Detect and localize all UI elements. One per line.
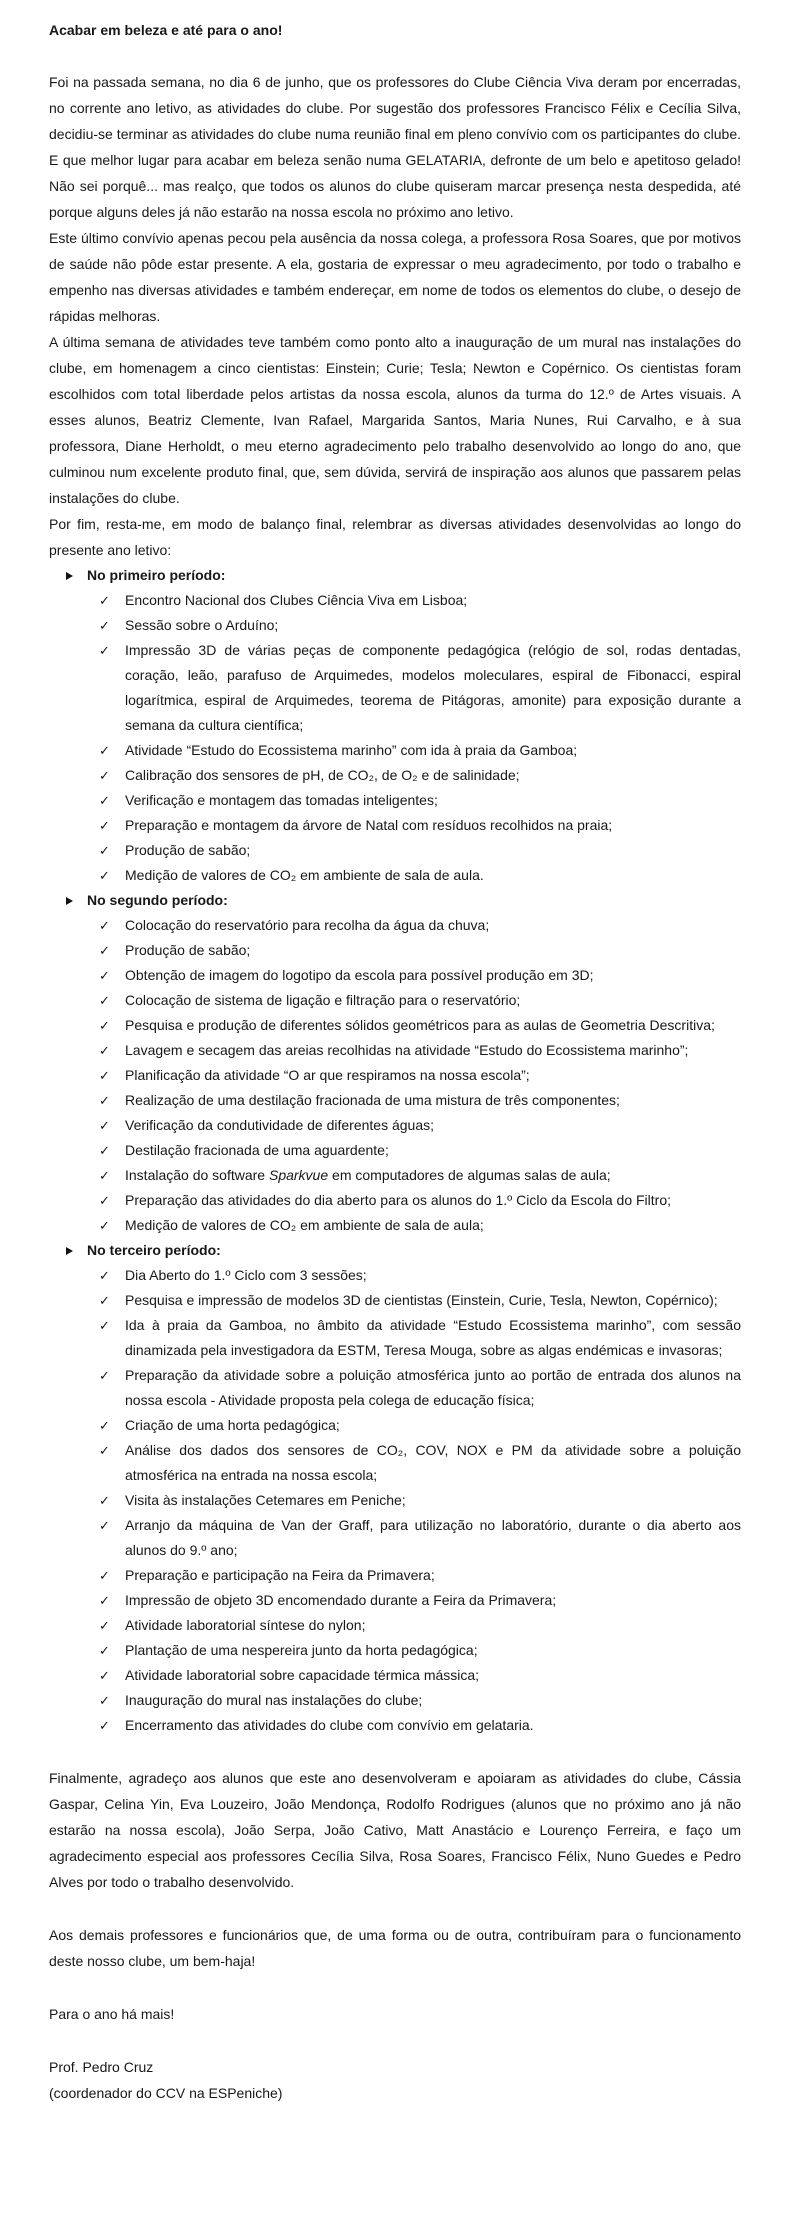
activity-text: Arranjo da máquina de Van der Graff, para utilização no laboratório, durante o dia aberto aos alunos do 9.º ano; xyxy=(125,1517,741,1558)
activity-item xyxy=(49,1613,741,1638)
activity-item xyxy=(49,613,741,638)
activity-text: Ida à praia da Gamboa, no âmbito da atividade “Estudo Ecossistema marinho”, com sessão dinamizada pela investigadora da ESTM, Teresa Mouga, sobre as algas endémicas e invasoras; xyxy=(125,1317,741,1358)
check-icon: ✓ xyxy=(99,743,110,758)
activity-text: Impressão de objeto 3D encomendado durante a Feira da Primavera; xyxy=(125,1592,557,1608)
activity-item xyxy=(49,1063,741,1088)
activity-item xyxy=(49,1638,741,1663)
activity-text: Preparação e montagem da árvore de Natal com resíduos recolhidos na praia; xyxy=(125,817,613,833)
activity-text: Preparação das atividades do dia aberto para os alunos do 1.º Ciclo da Escola do Filtro; xyxy=(125,1192,671,1208)
period-section xyxy=(49,563,741,888)
check-icon: ✓ xyxy=(99,1668,110,1683)
check-icon: ✓ xyxy=(99,818,110,833)
activity-text: Criação de uma horta pedagógica; xyxy=(125,1417,340,1433)
check-icon: ✓ xyxy=(99,1318,110,1333)
check-icon: ✓ xyxy=(99,1018,110,1033)
check-icon: ✓ xyxy=(99,643,110,658)
activity-text: Produção de sabão; xyxy=(125,942,251,958)
activity-item xyxy=(49,1288,741,1313)
activity-text: Planificação da atividade “O ar que respiramos na nossa escola”; xyxy=(125,1067,530,1083)
activity-item xyxy=(49,788,741,813)
activity-item xyxy=(49,638,741,738)
check-icon: ✓ xyxy=(99,968,110,983)
activity-item xyxy=(49,1438,741,1488)
check-icon: ✓ xyxy=(99,1118,110,1133)
check-icon: ✓ xyxy=(99,1718,110,1733)
activity-text: Atividade laboratorial síntese do nylon; xyxy=(125,1617,366,1633)
paragraph-intro: Foi na passada semana, no dia 6 de junho, que os professores do Clube Ciência Viva deram por encerradas, no corrente ano letivo, as atividades do clube. Por sugestão dos professores Francisco Félix e Cecília Silva, decidiu-se terminar as atividades do clube numa reunião final em pleno convívio com os participantes do clube. E que melhor lugar para acabar em beleza senão numa GELATARIA, defronte de um belo e apetitoso gelado! Não sei porquê... mas realço, que todos os alunos do clube quiseram marcar presença nesta despedida, até porque alguns deles já não estarão na nossa escola no próximo ano letivo. xyxy=(49,74,741,220)
activity-text: Verificação e montagem das tomadas inteligentes; xyxy=(125,792,438,808)
activity-text: Impressão 3D de várias peças de componente pedagógica (relógio de sol, rodas dentadas, coração, leão, parafuso de Arquimedes, modelos moleculares, espiral de Fibonacci, espiral logarítmica, espiral de Arquimedes, teorema de Pitágoras, amonite) para exposição durante a semana da cultura científica; xyxy=(125,642,741,733)
activity-item xyxy=(49,1038,741,1063)
activities-list xyxy=(49,563,741,1738)
activity-text: Obtenção de imagem do logotipo da escola para possível produção em 3D; xyxy=(125,967,594,983)
arrow-bullet-icon xyxy=(66,1247,73,1255)
activity-item xyxy=(49,988,741,1013)
activity-text: Calibração dos sensores de pH, de CO₂, de O₂ e de salinidade; xyxy=(125,767,520,783)
activity-text: Preparação da atividade sobre a poluição atmosférica junto ao portão de entrada dos alunos na nossa escola - Atividade proposta pela colega de educação física; xyxy=(125,1367,741,1408)
activity-item xyxy=(49,863,741,888)
signature-name: Prof. Pedro Cruz xyxy=(49,2059,154,2075)
check-icon: ✓ xyxy=(99,1493,110,1508)
period-section xyxy=(49,888,741,1238)
activity-text: Pesquisa e produção de diferentes sólidos geométricos para as aulas de Geometria Descritiva; xyxy=(125,1017,715,1033)
activity-item xyxy=(49,1163,741,1188)
activity-item xyxy=(49,738,741,763)
check-icon: ✓ xyxy=(99,918,110,933)
activity-text: Medição de valores de CO₂ em ambiente de sala de aula. xyxy=(125,867,484,883)
activity-text: Encerramento das atividades do clube com convívio em gelataria. xyxy=(125,1717,534,1733)
activity-item xyxy=(49,1563,741,1588)
activity-item xyxy=(49,763,741,788)
activity-item xyxy=(49,1688,741,1713)
activity-text: Plantação de uma nespereira junto da horta pedagógica; xyxy=(125,1642,478,1658)
check-icon: ✓ xyxy=(99,1068,110,1083)
farewell-line: Para o ano há mais! xyxy=(49,2006,175,2022)
activity-text: Lavagem e secagem das areias recolhidas na atividade “Estudo do Ecossistema marinho”; xyxy=(125,1042,689,1058)
period-heading-row xyxy=(49,563,741,588)
check-icon: ✓ xyxy=(99,1268,110,1283)
check-icon: ✓ xyxy=(99,1518,110,1533)
activity-text: Inauguração do mural nas instalações do clube; xyxy=(125,1692,423,1708)
document-title: Acabar em beleza e até para o ano! xyxy=(49,22,283,38)
check-icon: ✓ xyxy=(99,843,110,858)
activity-text: Colocação do reservatório para recolha da água da chuva; xyxy=(125,917,490,933)
signature-role: (coordenador do CCV na ESPeniche) xyxy=(49,2085,283,2101)
activity-item xyxy=(49,1513,741,1563)
activity-text: Dia Aberto do 1.º Ciclo com 3 sessões; xyxy=(125,1267,367,1283)
activity-item xyxy=(49,1088,741,1113)
activity-text: Visita às instalações Cetemares em Peniche; xyxy=(125,1492,406,1508)
check-icon: ✓ xyxy=(99,943,110,958)
activity-text: Produção de sabão; xyxy=(125,842,251,858)
activity-item xyxy=(49,1588,741,1613)
check-icon: ✓ xyxy=(99,1168,110,1183)
activity-item xyxy=(49,1263,741,1288)
check-icon: ✓ xyxy=(99,1693,110,1708)
activity-item xyxy=(49,1138,741,1163)
period-heading-label: No primeiro período: xyxy=(87,567,226,583)
activity-item xyxy=(49,1488,741,1513)
activity-text: Atividade “Estudo do Ecossistema marinho” com ida à praia da Gamboa; xyxy=(125,742,578,758)
closing-paragraph-staff: Aos demais professores e funcionários que, de uma forma ou de outra, contribuíram para o funcionamento deste nosso clube, um bem-haja! xyxy=(49,1927,741,1969)
activity-item xyxy=(49,1113,741,1138)
activity-item xyxy=(49,813,741,838)
activity-item xyxy=(49,1363,741,1413)
activity-text: Colocação de sistema de ligação e filtração para o reservatório; xyxy=(125,992,521,1008)
closing-paragraph-students: Finalmente, agradeço aos alunos que este ano desenvolveram e apoiaram as atividades do clube, Cássia Gaspar, Celina Yin, Eva Louzeiro, João Mendonça, Rodolfo Rodrigues (alunos que no próximo ano já não estarão na nossa escola), João Serpa, João Cativo, Matt Anastácio e Lourenço Ferreira, e faço um agradecimento especial aos professores Cecília Silva, Rosa Soares, Francisco Félix, Nuno Guedes e Pedro Alves por todo o trabalho desenvolvido. xyxy=(49,1770,741,1890)
activity-item xyxy=(49,1213,741,1238)
period-section xyxy=(49,1238,741,1738)
check-icon: ✓ xyxy=(99,1218,110,1233)
check-icon: ✓ xyxy=(99,1643,110,1658)
activity-text: Sessão sobre o Arduíno; xyxy=(125,617,279,633)
activity-item xyxy=(49,1663,741,1688)
check-icon: ✓ xyxy=(99,1443,110,1458)
check-icon: ✓ xyxy=(99,618,110,633)
arrow-bullet-icon xyxy=(66,572,73,580)
activity-item xyxy=(49,588,741,613)
paragraph-balanco: Por fim, resta-me, em modo de balanço final, relembrar as diversas atividades desenvolvidas ao longo do presente ano letivo: xyxy=(49,516,741,558)
activity-text: Atividade laboratorial sobre capacidade térmica mássica; xyxy=(125,1667,480,1683)
arrow-bullet-icon xyxy=(66,897,73,905)
check-icon: ✓ xyxy=(99,868,110,883)
check-icon: ✓ xyxy=(99,1568,110,1583)
check-icon: ✓ xyxy=(99,768,110,783)
period-heading-label: No segundo período: xyxy=(87,892,228,908)
activity-item xyxy=(49,838,741,863)
check-icon: ✓ xyxy=(99,1368,110,1383)
activity-item xyxy=(49,913,741,938)
check-icon: ✓ xyxy=(99,1618,110,1633)
activity-text: Preparação e participação na Feira da Primavera; xyxy=(125,1567,435,1583)
activity-item xyxy=(49,1713,741,1738)
activity-text: Encontro Nacional dos Clubes Ciência Viva em Lisboa; xyxy=(125,592,468,608)
period-heading-label: No terceiro período: xyxy=(87,1242,221,1258)
check-icon: ✓ xyxy=(99,1143,110,1158)
activity-text: Pesquisa e impressão de modelos 3D de cientistas (Einstein, Curie, Tesla, Newton, Copérnico); xyxy=(125,1292,718,1308)
signature-block xyxy=(49,2054,741,2106)
check-icon: ✓ xyxy=(99,1593,110,1608)
activity-text: Análise dos dados dos sensores de CO₂, COV, NOX e PM da atividade sobre a poluição atmosférica na entrada na nossa escola; xyxy=(125,1442,741,1483)
check-icon: ✓ xyxy=(99,1293,110,1308)
check-icon: ✓ xyxy=(99,593,110,608)
activity-item xyxy=(49,1188,741,1213)
activity-item xyxy=(49,1313,741,1363)
activity-text: Destilação fracionada de uma aguardente; xyxy=(125,1142,389,1158)
activity-item xyxy=(49,963,741,988)
activity-item xyxy=(49,938,741,963)
check-icon: ✓ xyxy=(99,993,110,1008)
activity-text: Instalação do software Sparkvue em computadores de algumas salas de aula; xyxy=(125,1167,611,1183)
check-icon: ✓ xyxy=(99,1418,110,1433)
check-icon: ✓ xyxy=(99,793,110,808)
check-icon: ✓ xyxy=(99,1193,110,1208)
paragraph-mural: A última semana de atividades teve também como ponto alto a inauguração de um mural nas instalações do clube, em homenagem a cinco cientistas: Einstein; Curie; Tesla; Newton e Copérnico. Os cientistas foram escolhidos com total liberdade pelos artistas da nossa escola, alunos da turma do 12.º de Artes visuais. A esses alunos, Beatriz Clemente, Ivan Rafael, Margarida Santos, Maria Nunes, Rui Carvalho, e à sua professora, Diane Herholdt, o meu eterno agradecimento pelo trabalho desenvolvido ao longo do ano, que culminou num excelente produto final, que, sem dúvida, servirá de inspiração aos alunos que passarem pelas instalações do clube. xyxy=(49,334,741,506)
activity-text: Realização de uma destilação fracionada de uma mistura de três componentes; xyxy=(125,1092,620,1108)
activity-text: Verificação da condutividade de diferentes águas; xyxy=(125,1117,434,1133)
activity-item xyxy=(49,1413,741,1438)
check-icon: ✓ xyxy=(99,1093,110,1108)
period-heading-row xyxy=(49,888,741,913)
check-icon: ✓ xyxy=(99,1043,110,1058)
activity-item xyxy=(49,1013,741,1038)
activity-text: Medição de valores de CO₂ em ambiente de sala de aula; xyxy=(125,1217,484,1233)
paragraph-rosa-soares: Este último convívio apenas pecou pela ausência da nossa colega, a professora Rosa Soares, que por motivos de saúde não pôde estar presente. A ela, gostaria de expressar o meu agradecimento, por todo o trabalho e empenho nas diversas atividades e também endereçar, em nome de todos os elementos do clube, o desejo de rápidas melhoras. xyxy=(49,230,741,324)
period-heading-row xyxy=(49,1238,741,1263)
